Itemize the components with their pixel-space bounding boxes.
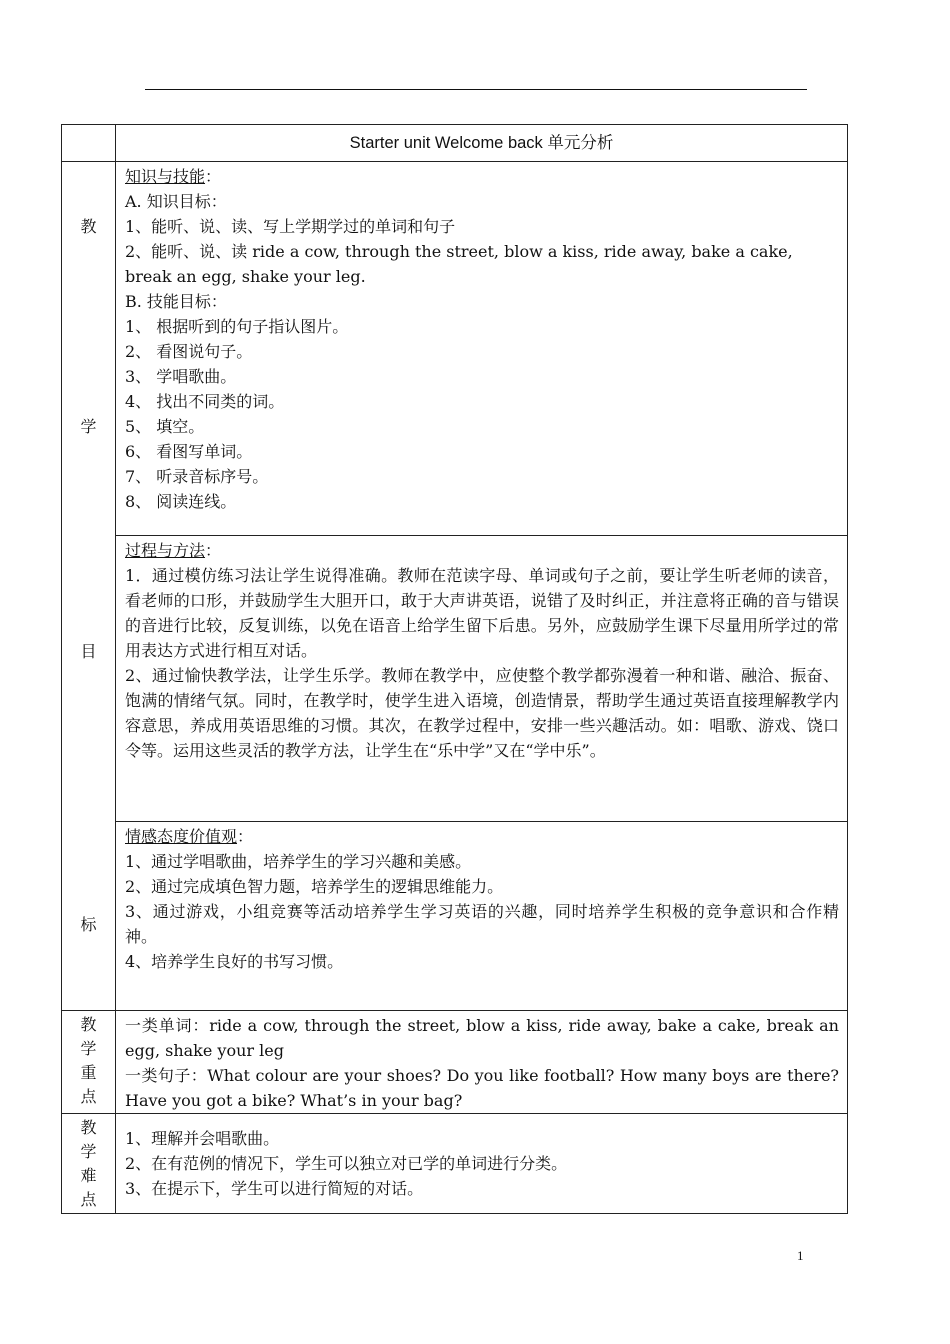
process-heading: 过程与方法 [125, 541, 206, 560]
attitude-heading-line [125, 824, 839, 849]
knowledge-cell [116, 162, 848, 536]
key-points-row [62, 1011, 848, 1114]
knowledge-line: 1、能听、说、读、写上学期学过的单词和句子 [125, 217, 456, 236]
page-number: 1 [797, 1248, 804, 1263]
knowledge-line: 2、能听、说、读 ride a cow, through the street, blow a kiss, ride away, bake a cake, [125, 242, 793, 261]
objectives-label-cell [62, 162, 116, 1011]
attitude-heading: 情感态度价值观 [125, 827, 238, 846]
skill-line: 7、 听录音标序号。 [125, 467, 269, 486]
difficulties-label-char: 学 [80, 1142, 97, 1161]
difficulty-line: 1、理解并会唱歌曲。 [125, 1129, 280, 1148]
difficulties-cell [116, 1114, 848, 1214]
skill-line: 8、 阅读连线。 [125, 492, 237, 511]
key-sentences-line: 一类句子：What colour are your shoes? Do you like football? How many boys are there? Have you got a bike? What’s in your bag? [125, 1066, 839, 1110]
knowledge-heading-colon: ： [205, 167, 222, 186]
key-points-label-char: 点 [80, 1087, 97, 1106]
title-cell [116, 125, 848, 162]
process-row [62, 536, 848, 822]
skill-line: 3、 学唱歌曲。 [125, 367, 237, 386]
difficulties-row [62, 1114, 848, 1214]
attitude-line: 2、通过完成填色智力题，培养学生的逻辑思维能力。 [125, 877, 504, 896]
process-heading-colon: ： [205, 541, 222, 560]
skill-line: 4、 找出不同类的词。 [125, 392, 285, 411]
attitude-line: 1、通过学唱歌曲，培养学生的学习兴趣和美感。 [125, 852, 472, 871]
objectives-label-char-2: 学 [80, 417, 97, 436]
objectives-label-char-1: 教 [80, 217, 97, 236]
process-heading-line [125, 538, 839, 563]
key-points-label-char: 重 [80, 1063, 97, 1082]
knowledge-line: B. 技能目标： [125, 292, 227, 311]
process-paragraph: 1．通过模仿练习法让学生说得准确。教师在范读字母、单词或句子之前，要让学生听老师的读音，看老师的口形，并鼓励学生大胆开口，敢于大声讲英语，说错了及时纠正，并注意将正确的音与错误的音进行比较，反复训练，以免在语音上给学生留下后患。另外，应鼓励学生课下尽量用所学过的常用表达方式进行相互对话。 [125, 566, 839, 660]
knowledge-row [62, 162, 848, 536]
difficulties-label-char: 教 [80, 1118, 97, 1137]
attitude-cell [116, 822, 848, 1011]
attitude-heading-colon: ： [237, 827, 254, 846]
header-rule [145, 89, 807, 90]
knowledge-heading-line [125, 164, 839, 189]
difficulties-label-char: 点 [80, 1190, 97, 1209]
difficulties-label-cell [62, 1114, 116, 1214]
process-cell [116, 536, 848, 822]
key-points-cell [116, 1011, 848, 1114]
objectives-label-char-3: 目 [80, 642, 97, 661]
key-points-label-char: 教 [80, 1015, 97, 1034]
key-points-label-char: 学 [80, 1039, 97, 1058]
table-title: Starter unit Welcome back 单元分析 [349, 134, 614, 152]
attitude-row [62, 822, 848, 1011]
unit-analysis-table [61, 124, 848, 1214]
difficulty-line: 3、在提示下，学生可以进行简短的对话。 [125, 1179, 424, 1198]
skill-line: 2、 看图说句子。 [125, 342, 253, 361]
key-words-line: 一类单词：ride a cow, through the street, blow a kiss, ride away, bake a cake, break an egg, shake your leg [125, 1016, 839, 1060]
difficulties-label-char: 难 [80, 1166, 97, 1185]
process-paragraph: 2、通过愉快教学法，让学生乐学。教师在教学中，应使整个教学都弥漫着一种和谐、融洽、振奋、饱满的情绪气氛。同时，在教学时，使学生进入语境，创造情景，帮助学生通过英语直接理解教学内容意思，养成用英语思维的习惯。其次，在教学过程中，安排一些兴趣活动。如：唱歌、游戏、饶口令等。运用这些灵活的教学方法，让学生在“乐中学”又在“学中乐”。 [125, 666, 839, 760]
key-points-label-cell [62, 1011, 116, 1114]
skill-line: 5、 填空。 [125, 417, 205, 436]
title-row [62, 125, 848, 162]
title-empty-cell [62, 125, 116, 162]
skill-line: 6、 看图写单词。 [125, 442, 253, 461]
attitude-line: 3、通过游戏，小组竞赛等活动培养学生学习英语的兴趣，同时培养学生积极的竞争意识和合作精神。 [125, 902, 839, 946]
skill-line: 1、 根据听到的句子指认图片。 [125, 317, 349, 336]
knowledge-heading: 知识与技能 [125, 167, 206, 186]
knowledge-line: A. 知识目标： [125, 192, 227, 211]
objectives-label-char-4: 标 [80, 915, 97, 934]
attitude-line: 4、培养学生良好的书写习惯。 [125, 952, 344, 971]
knowledge-line: break an egg, shake your leg. [125, 267, 366, 286]
difficulty-line: 2、在有范例的情况下，学生可以独立对已学的单词进行分类。 [125, 1154, 568, 1173]
